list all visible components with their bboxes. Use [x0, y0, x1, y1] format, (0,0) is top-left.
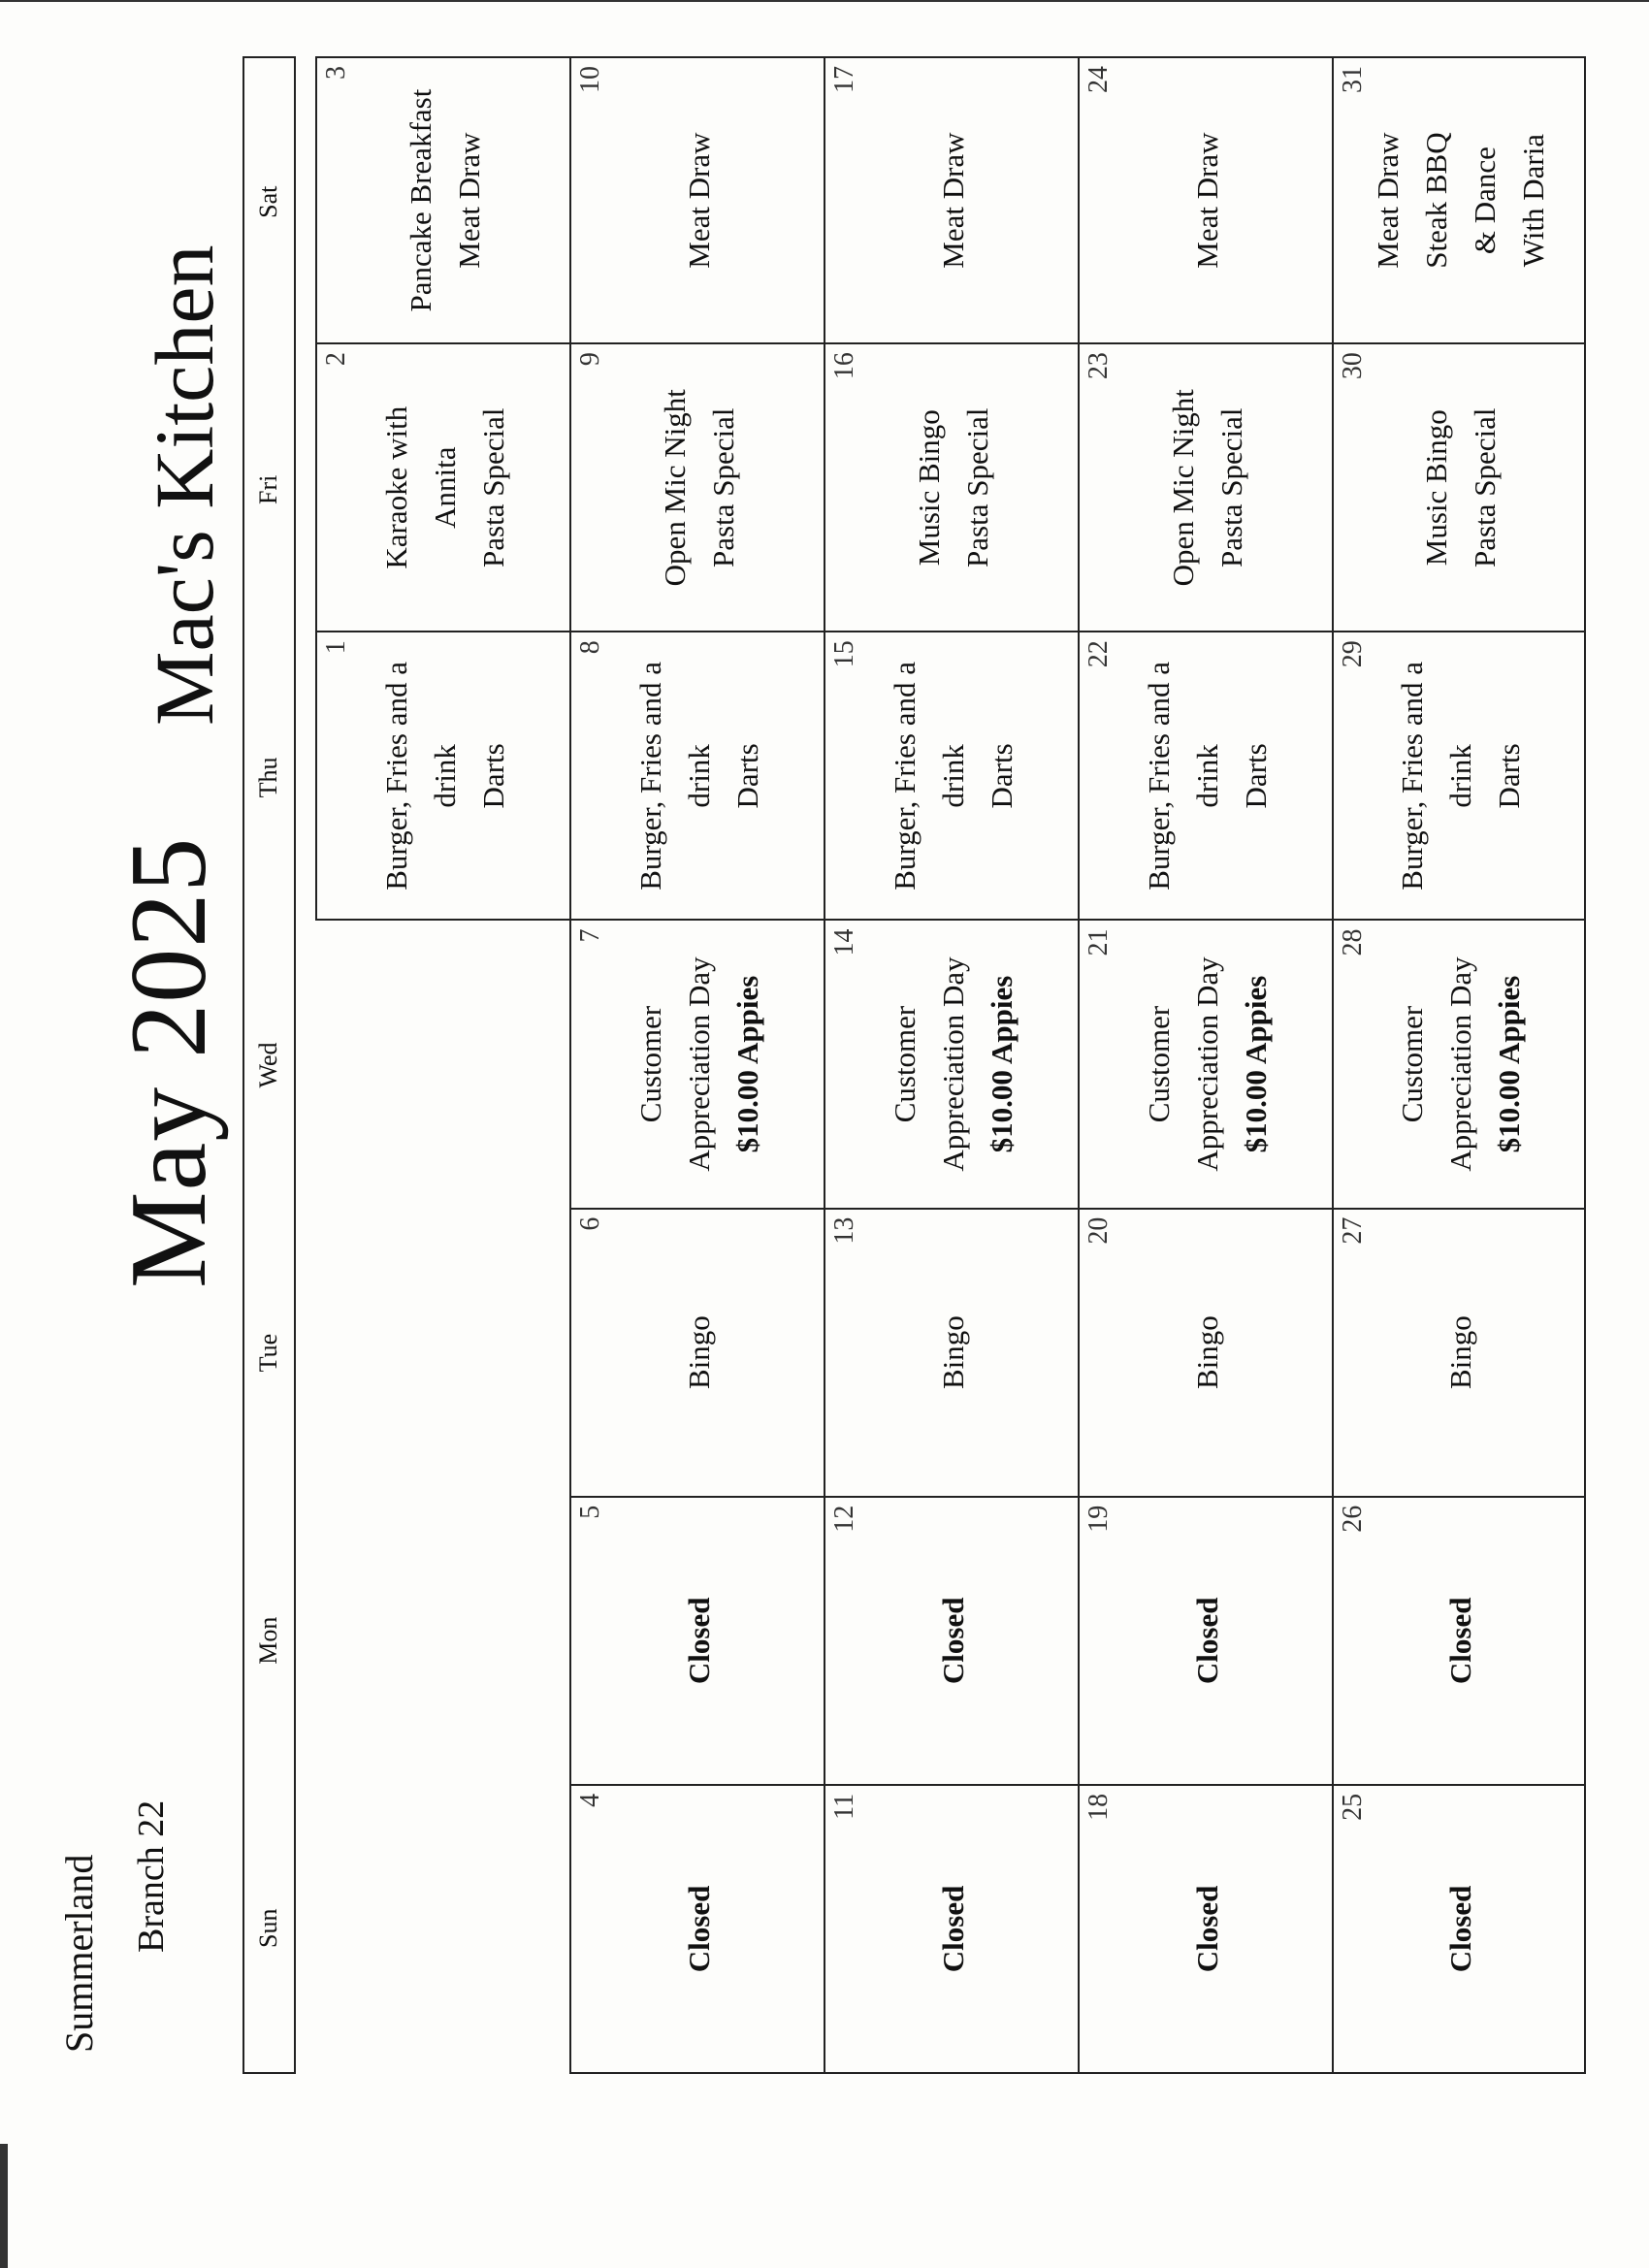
calendar-cell-empty — [315, 921, 569, 1209]
day-number: 13 — [829, 1216, 859, 1245]
event-line: Meat Draw — [936, 132, 970, 269]
event-line: Meat Draw — [1190, 132, 1224, 269]
calendar-cell — [569, 1786, 824, 2074]
event-line: Appreciation Day — [1443, 956, 1477, 1172]
day-number: 9 — [575, 352, 605, 367]
event-line: Pasta Special — [1468, 407, 1502, 567]
event-line: Closed — [682, 1885, 716, 1973]
event-line: Pasta Special — [476, 407, 510, 567]
org-name: Summerland — [57, 1854, 101, 2053]
event-line: Pasta Special — [960, 407, 994, 567]
day-number: 17 — [829, 66, 859, 94]
calendar-cell — [1332, 921, 1586, 1209]
event-line: Customer — [1395, 1005, 1429, 1123]
calendar-cell — [1078, 344, 1332, 632]
calendar-cell — [824, 56, 1078, 344]
day-number: 18 — [1083, 1793, 1114, 1821]
day-number: 4 — [575, 1793, 605, 1807]
branch-name: Branch 22 — [131, 1799, 172, 1953]
event-line: $10.00 Appies — [730, 975, 764, 1153]
weekday-mon: Mon — [254, 1616, 282, 1665]
event-line: Bingo — [682, 1315, 716, 1390]
calendar-cell — [315, 56, 569, 344]
calendar-cell — [1078, 1498, 1332, 1786]
weekday-sun: Sun — [254, 1908, 282, 1948]
event-line: Customer — [633, 1005, 667, 1123]
day-number: 16 — [829, 352, 859, 380]
event-line: Darts — [730, 743, 764, 809]
calendar-cell — [1078, 1210, 1332, 1498]
event-line: Music Bingo — [1419, 409, 1453, 567]
event-line: Customer — [888, 1005, 922, 1123]
calendar-cell — [569, 921, 824, 1209]
event-line: Closed — [1190, 1597, 1224, 1685]
day-number: 5 — [575, 1505, 605, 1519]
event-line: Meat Draw — [452, 132, 486, 269]
event-line: Bingo — [1443, 1315, 1477, 1390]
event-line: Pasta Special — [1214, 407, 1248, 567]
day-number: 25 — [1338, 1793, 1368, 1821]
day-number: 8 — [575, 640, 605, 655]
weekday-header — [242, 56, 296, 2074]
day-number: 7 — [575, 928, 605, 943]
calendar-cell — [1078, 1786, 1332, 2074]
calendar-cell — [824, 1786, 1078, 2074]
event-line: Open Mic Night — [658, 389, 692, 587]
event-line: drink — [1190, 744, 1224, 808]
event-line: Closed — [1443, 1885, 1477, 1973]
calendar-cell — [824, 344, 1078, 632]
event-line: Burger, Fries and a — [1395, 661, 1429, 891]
event-line: Steak BBQ — [1419, 132, 1453, 269]
day-number: 22 — [1083, 640, 1114, 668]
calendar-cell — [1078, 921, 1332, 1209]
event-line: Darts — [476, 743, 510, 809]
day-number: 24 — [1083, 66, 1114, 94]
calendar-cell — [569, 1498, 824, 1786]
event-line: drink — [936, 744, 970, 808]
event-line: drink — [1443, 744, 1477, 808]
day-number: 21 — [1083, 928, 1114, 956]
calendar-cell — [824, 1498, 1078, 1786]
weekday-thu: Thu — [254, 757, 282, 798]
calendar-cell — [315, 344, 569, 632]
event-line: Open Mic Night — [1166, 389, 1200, 587]
event-line: $10.00 Appies — [1492, 975, 1526, 1153]
event-line: With Daria — [1516, 133, 1550, 268]
calendar-cell — [1332, 344, 1586, 632]
calendar-cell — [1332, 56, 1586, 344]
event-line: Burger, Fries and a — [633, 661, 667, 891]
calendar-cell — [569, 632, 824, 921]
day-number: 30 — [1338, 352, 1368, 380]
event-line: Closed — [1190, 1885, 1224, 1973]
event-line: Bingo — [936, 1315, 970, 1390]
calendar-cell — [1078, 632, 1332, 921]
day-number: 19 — [1083, 1505, 1114, 1533]
calendar-cell-empty — [315, 1210, 569, 1498]
event-line: $10.00 Appies — [1239, 975, 1273, 1153]
event-line: Customer — [1142, 1005, 1176, 1123]
day-number: 11 — [829, 1793, 859, 1820]
event-line: Closed — [936, 1885, 970, 1973]
day-number: 2 — [321, 352, 351, 367]
event-line: Burger, Fries and a — [888, 661, 922, 891]
event-line: Closed — [1443, 1597, 1477, 1685]
event-line: & Dance — [1468, 146, 1502, 255]
weekday-fri: Fri — [254, 474, 282, 504]
day-number: 28 — [1338, 928, 1368, 956]
day-number: 26 — [1338, 1505, 1368, 1533]
calendar-cell — [1332, 632, 1586, 921]
event-line: Appreciation Day — [936, 956, 970, 1172]
calendar-cell — [1332, 1786, 1586, 2074]
calendar-cell-empty — [315, 1498, 569, 1786]
month-title: May 2025 — [109, 836, 229, 1288]
weekday-wed: Wed — [254, 1042, 282, 1088]
calendar-cell — [1332, 1498, 1586, 1786]
event-line: Pancake Breakfast — [404, 88, 437, 312]
calendar-cell — [824, 1210, 1078, 1498]
calendar-cell — [569, 344, 824, 632]
event-line: Meat Draw — [1371, 132, 1405, 269]
day-number: 15 — [829, 640, 859, 668]
calendar-cell — [1078, 56, 1332, 344]
day-number: 29 — [1338, 640, 1368, 668]
day-number: 23 — [1083, 352, 1114, 380]
calendar-cell — [1332, 1210, 1586, 1498]
calendar-cell — [824, 632, 1078, 921]
day-number: 1 — [321, 640, 351, 655]
day-number: 31 — [1338, 66, 1368, 94]
weekday-tue: Tue — [254, 1333, 282, 1373]
venue-title: Mac's Kitchen — [138, 244, 231, 726]
event-line: $10.00 Appies — [985, 975, 1018, 1153]
event-line: Darts — [1239, 743, 1273, 809]
day-number: 3 — [321, 66, 351, 81]
calendar-cell-empty — [315, 1786, 569, 2074]
day-number: 12 — [829, 1505, 859, 1533]
event-line: Closed — [936, 1597, 970, 1685]
event-line: Meat Draw — [682, 132, 716, 269]
event-line: Annita — [428, 446, 462, 529]
calendar-cell — [824, 921, 1078, 1209]
event-line: Pasta Special — [706, 407, 740, 567]
event-line: Darts — [1492, 743, 1526, 809]
event-line: Karaoke with — [379, 405, 413, 569]
event-line: Appreciation Day — [1190, 956, 1224, 1172]
day-number: 14 — [829, 928, 859, 956]
day-number: 6 — [575, 1216, 605, 1231]
event-line: Closed — [682, 1597, 716, 1685]
event-line: Music Bingo — [912, 409, 946, 567]
event-line: drink — [428, 744, 462, 808]
event-line: Bingo — [1190, 1315, 1224, 1390]
weekday-sat: Sat — [254, 185, 282, 218]
calendar-cell — [315, 632, 569, 921]
calendar-grid — [315, 56, 1586, 2074]
event-line: drink — [682, 744, 716, 808]
calendar-cell — [569, 56, 824, 344]
calendar-cell — [569, 1210, 824, 1498]
event-line: Appreciation Day — [682, 956, 716, 1172]
day-number: 20 — [1083, 1216, 1114, 1245]
day-number: 27 — [1338, 1216, 1368, 1245]
event-line: Darts — [985, 743, 1018, 809]
event-line: Burger, Fries and a — [1142, 661, 1176, 891]
day-number: 10 — [575, 66, 605, 94]
event-line: Burger, Fries and a — [379, 661, 413, 891]
